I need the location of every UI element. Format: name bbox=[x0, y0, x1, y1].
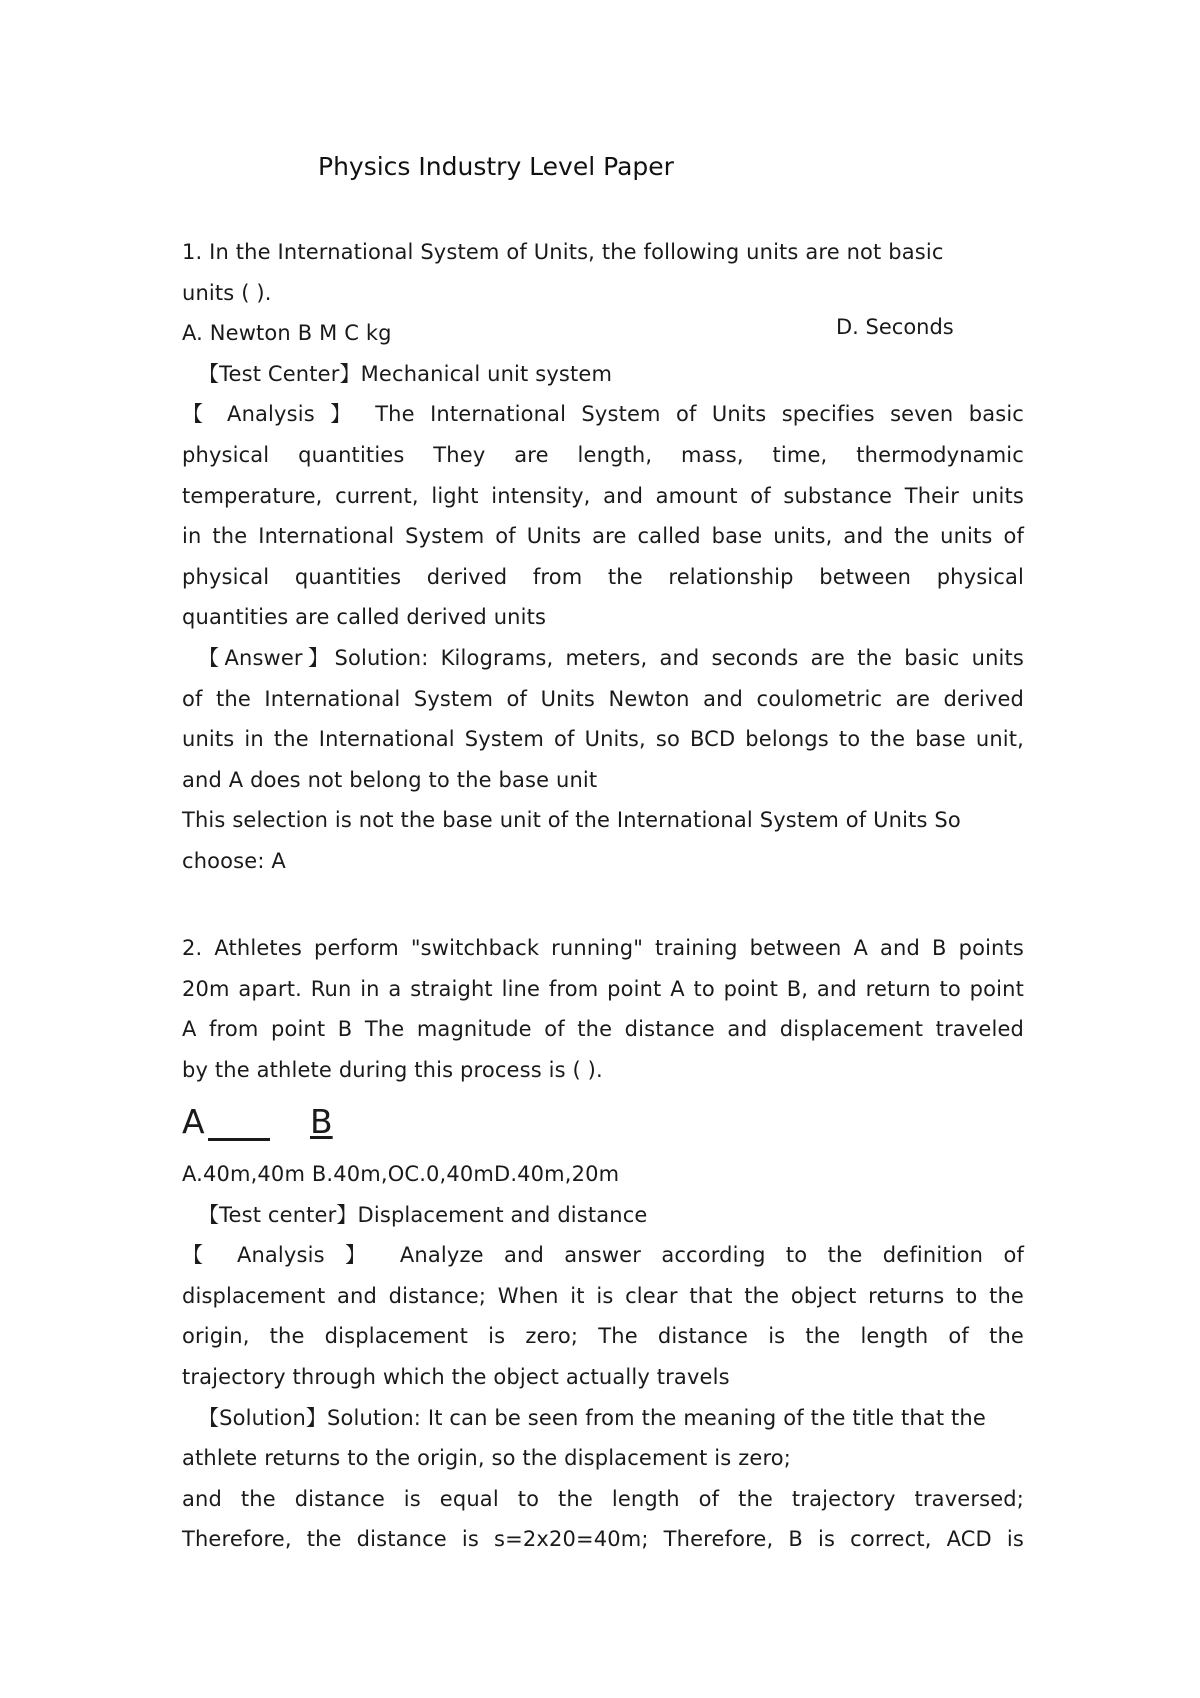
ab-segment bbox=[208, 1138, 270, 1141]
q2-question-line: A from point B The magnitude of the distance and displacement traveled bbox=[182, 1017, 1024, 1042]
q2-analysis-line: origin, the displacement is zero; The distance is the length of the bbox=[182, 1324, 1024, 1349]
q1-analysis-line: temperature, current, light intensity, and amount of substance Their units bbox=[182, 483, 1024, 508]
q1-answer-line: 【Answer】Solution: Kilograms, meters, and seconds are the basic units bbox=[198, 645, 1024, 670]
point-b-label: B bbox=[310, 1102, 333, 1141]
question-2 bbox=[182, 928, 1024, 1090]
q2-solution-line: Therefore, the distance is s=2x20=40m; Therefore, B is correct, ACD is bbox=[182, 1527, 1024, 1552]
q2-options: A.40m,40m B.40m,OC.0,40mD.40m,20m bbox=[182, 1162, 620, 1186]
q1-answer-line: units in the International System of Units, so BCD belongs to the base unit, bbox=[182, 727, 1024, 752]
q2-solution-line: athlete returns to the origin, so the displacement is zero; bbox=[182, 1446, 792, 1471]
q1-question-line: units ( ). bbox=[182, 280, 272, 305]
q1-analysis-line: physical quantities They are length, mass, time, thermodynamic bbox=[182, 442, 1024, 467]
q1-answer-line: of the International System of Units Newton and coulometric are derived bbox=[182, 686, 1024, 711]
q2-analysis-line: displacement and distance; When it is clear that the object returns to the bbox=[182, 1283, 1024, 1308]
q1-test-center: 【Test Center】Mechanical unit system bbox=[198, 361, 613, 386]
page-title: Physics Industry Level Paper bbox=[318, 152, 674, 181]
q1-analysis-line: 【 Analysis 】 The International System of Units specifies seven basic bbox=[182, 402, 1024, 427]
q1-options: A. Newton B M C kg bbox=[182, 321, 392, 346]
q2-solution-line: 【Solution】Solution: It can be seen from the meaning of the title that the bbox=[198, 1405, 986, 1430]
ab-points-diagram bbox=[182, 1100, 382, 1152]
q2-question-line: 2. Athletes perform "switchback running" training between A and B points bbox=[182, 936, 1024, 960]
q1-answer-line: This selection is not the base unit of the International System of Units So bbox=[182, 808, 961, 833]
q2-solution-line: and the distance is equal to the length of the trajectory traversed; bbox=[182, 1486, 1024, 1511]
q1-answer-line: choose: A bbox=[182, 848, 286, 873]
q1-question-line: 1. In the International System of Units, the following units are not basic bbox=[182, 240, 944, 264]
point-a-label: A bbox=[182, 1102, 205, 1141]
q1-option-d: D. Seconds bbox=[836, 315, 954, 339]
q2-test-center: 【Test center】Displacement and distance bbox=[198, 1202, 648, 1227]
q2-question-line: by the athlete during this process is ( ). bbox=[182, 1057, 603, 1082]
q2-question-line: 20m apart. Run in a straight line from point A to point B, and return to point bbox=[182, 976, 1024, 1001]
q1-analysis-line: quantities are called derived units bbox=[182, 605, 547, 630]
q2-analysis-line: trajectory through which the object actually travels bbox=[182, 1364, 730, 1389]
q1-analysis-line: physical quantities derived from the relationship between physical bbox=[182, 564, 1024, 589]
question-2-details bbox=[182, 1154, 1024, 1560]
q2-analysis-line: 【 Analysis 】 Analyze and answer according to the definition of bbox=[182, 1243, 1024, 1268]
q1-analysis-line: in the International System of Units are called base units, and the units of bbox=[182, 524, 1024, 549]
q1-answer-line: and A does not belong to the base unit bbox=[182, 767, 598, 792]
